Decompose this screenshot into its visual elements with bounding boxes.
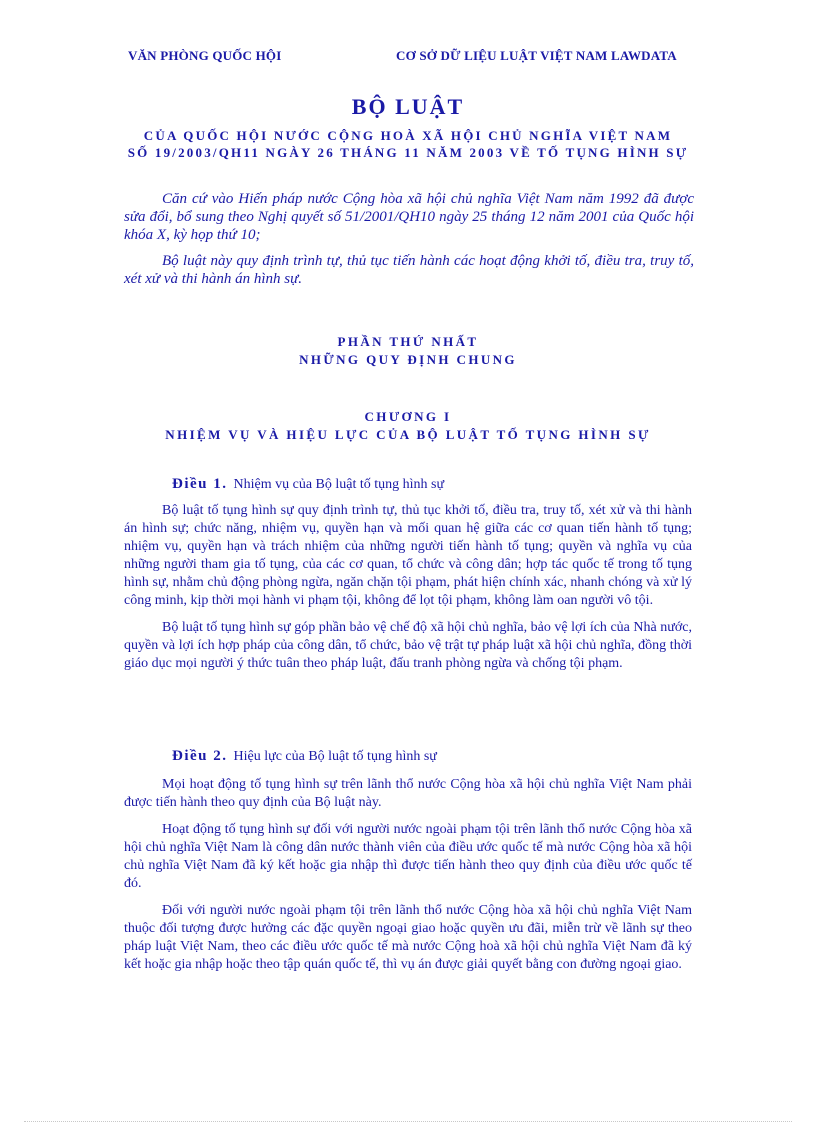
- article-1-heading: [172, 476, 444, 493]
- document-subtitle-line1: CỦA QUỐC HỘI NƯỚC CỘNG HOÀ XÃ HỘI CHỦ NGHĨA VIỆT NAM: [143, 128, 673, 143]
- article-1-body: [124, 502, 692, 682]
- article-paragraph: Hoạt động tố tụng hình sự đối với người nước ngoài phạm tội trên lãnh thổ nước Cộng hòa xã hội chủ nghĩa Việt Nam là công dân nước thành viên của điều ước quốc tế mà nước Cộng hòa xã hội chủ nghĩa Việt Nam đã ký kết hoặc gia nhập thì được tiến hành theo quy định của điều ước quốc tế đó.: [124, 822, 692, 891]
- header-office: VĂN PHÒNG QUỐC HỘI: [128, 48, 282, 63]
- page-bottom-rule: [24, 1121, 792, 1122]
- article-title: Nhiệm vụ của Bộ luật tố tụng hình sự: [233, 477, 445, 492]
- article-paragraph: Bộ luật tố tụng hình sự quy định trình tự, thủ tục khởi tố, điều tra, truy tố, xét xử và thi hành án hình sự; chức năng, nhiệm vụ, quyền hạn và mối quan hệ giữa các cơ quan tiến hành tố tụng; nhiệm vụ, quyền hạn và trách nhiệm của những người tiến hành tố tụng; quyền và nghĩa vụ của những người tham gia tố tụng, của các cơ quan, tổ chức và công dân; hợp tác quốc tế trong tố tụng hình sự, nhằm chủ động phòng ngừa, ngăn chặn tội phạm, phát hiện chính xác, nhanh chóng và xử lý công minh, kịp thời mọi hành vi phạm tội, không để lọt tội phạm, không làm oan người vô tội.: [124, 503, 692, 608]
- article-paragraph: Mọi hoạt động tố tụng hình sự trên lãnh thổ nước Cộng hòa xã hội chủ nghĩa Việt Nam phải được tiến hành theo quy định của Bộ luật này.: [124, 777, 692, 810]
- article-number: Điều 2.: [172, 748, 228, 764]
- preamble: [124, 190, 694, 296]
- article-2-heading: [172, 748, 437, 765]
- document-title: BỘ LUẬT: [351, 94, 465, 119]
- preamble-paragraph: Bộ luật này quy định trình tự, thủ tục tiến hành các hoạt động khởi tố, điều tra, truy tố, xét xử và thi hành án hình sự.: [124, 253, 694, 287]
- chapter-heading: CHƯƠNG I: [364, 409, 452, 424]
- article-paragraph: Đối với người nước ngoài phạm tội trên lãnh thổ nước Cộng hòa xã hội chủ nghĩa Việt Nam thuộc đối tượng được hưởng các đặc quyền ngoại giao hoặc quyền ưu đãi, miễn trừ về lãnh sự theo pháp luật Việt Nam, theo các điều ước quốc tế mà nước Cộng hoà xã hội chủ nghĩa Việt Nam đã ký kết hoặc gia nhập hoặc theo tập quán quốc tế, thì vụ án được giải quyết bằng con đường ngoại giao.: [124, 903, 692, 972]
- document-subtitle-line2: SỐ 19/2003/QH11 NGÀY 26 THÁNG 11 NĂM 2003 VỀ TỐ TỤNG HÌNH SỰ: [127, 145, 689, 160]
- article-paragraph: Bộ luật tố tụng hình sự góp phần bảo vệ chế độ xã hội chủ nghĩa, bảo vệ lợi ích của Nhà nước, quyền và lợi ích hợp pháp của công dân, tổ chức, bảo vệ trật tự pháp luật xã hội chủ nghĩa, đồng thời giáo dục mọi người ý thức tuân theo pháp luật, đấu tranh phòng ngừa và chống tội phạm.: [124, 620, 692, 671]
- article-title: Hiệu lực của Bộ luật tố tụng hình sự: [233, 749, 437, 764]
- article-number: Điều 1.: [172, 476, 228, 492]
- part-title: NHỮNG QUY ĐỊNH CHUNG: [299, 352, 517, 367]
- header-database: CƠ SỞ DỮ LIỆU LUẬT VIỆT NAM LAWDATA: [396, 48, 677, 63]
- part-heading: PHẦN THỨ NHẤT: [337, 334, 479, 349]
- preamble-paragraph: Căn cứ vào Hiến pháp nước Cộng hòa xã hội chủ nghĩa Việt Nam năm 1992 đã được sửa đổi, bổ sung theo Nghị quyết số 51/2001/QH10 ngày 25 tháng 12 năm 2001 của Quốc hội khóa X, kỳ họp thứ 10;: [124, 191, 694, 243]
- article-2-body: [124, 776, 692, 983]
- chapter-title: NHIỆM VỤ VÀ HIỆU LỰC CỦA BỘ LUẬT TỐ TỤNG HÌNH SỰ: [165, 427, 651, 442]
